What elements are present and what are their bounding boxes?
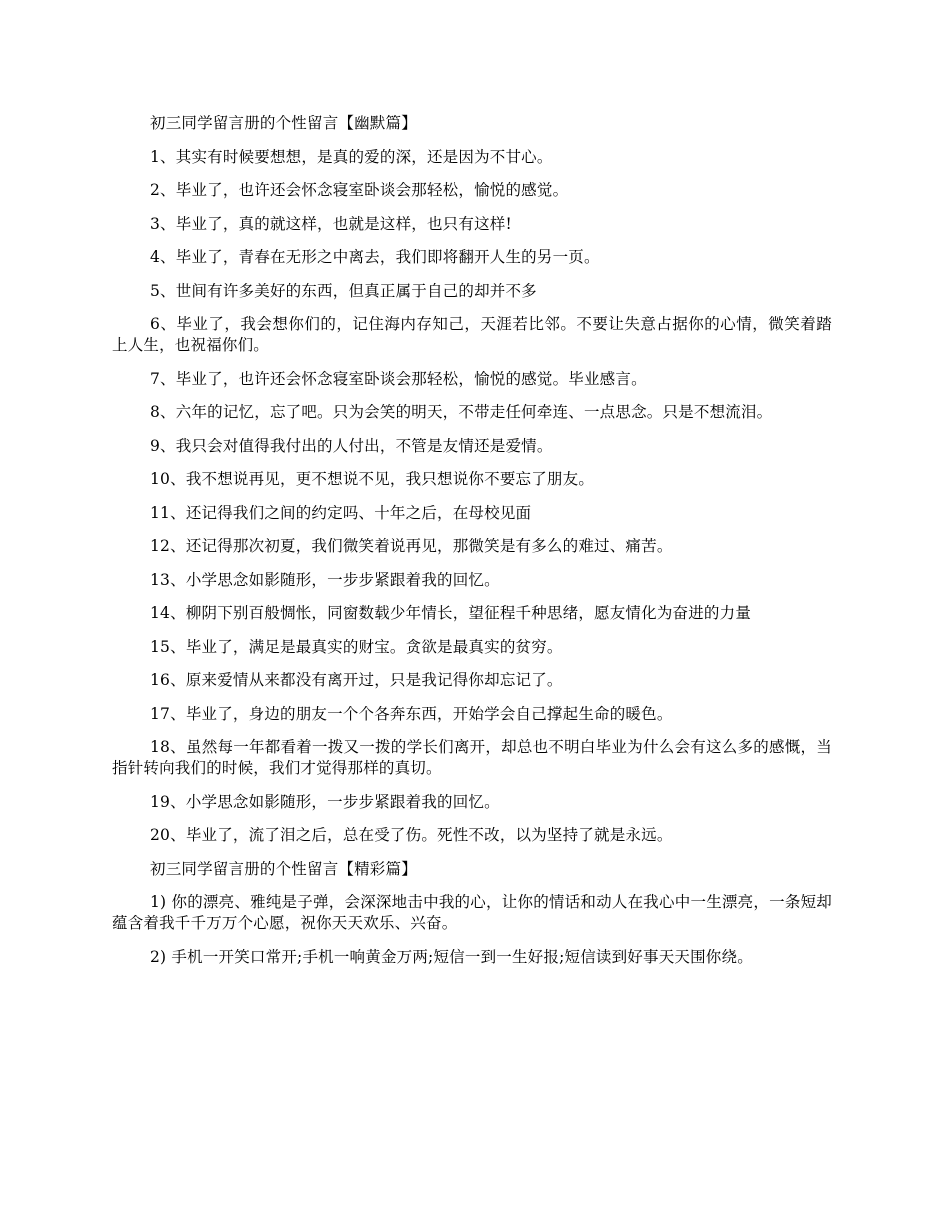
message-item: 4、毕业了，青春在无形之中离去，我们即将翻开人生的另一页。: [150, 248, 600, 266]
message-item: 3、毕业了，真的就这样，也就是这样，也只有这样!: [150, 214, 512, 233]
message-item: 10、我不想说再见，更不想说不见，我只想说你不要忘了朋友。: [150, 470, 595, 488]
message-item: 5、世间有许多美好的东西，但真正属于自己的却并不多: [150, 281, 537, 300]
message-item: 17、毕业了，身边的朋友一个个各奔东西，开始学会自己撑起生命的暖色。: [150, 704, 673, 723]
message-item: 1) 你的漂亮、雅纯是子弹，会深深地击中我的心，让你的情话和动人在我心中一生漂亮，一条短却蕴含着我千千万万个心愿，祝你天天欢乐、兴奋。: [112, 893, 832, 932]
message-item: 2) 手机一开笑口常开;手机一响黄金万两;短信一到一生好报;短信读到好事天天围你绕。: [150, 947, 753, 966]
message-item: 6、毕业了，我会想你们的，记住海内存知己，天涯若比邻。不要让失意占据你的心情，微笑着踏上人生，也祝福你们。: [112, 315, 832, 354]
section-heading-highlights: 初三同学留言册的个性留言【精彩篇】: [150, 859, 417, 878]
message-item: 8、六年的记忆，忘了吧。只为会笑的明天，不带走任何牵连、一点思念。只是不想流泪。: [150, 403, 773, 421]
message-item: 9、我只会对值得我付出的人付出，不管是友情还是爱情。: [150, 436, 553, 455]
message-item: 16、原来爱情从来都没有离开过，只是我记得你却忘记了。: [150, 671, 563, 689]
message-item: 15、毕业了，满足是最真实的财宝。贪欲是最真实的贫穷。: [150, 637, 563, 656]
message-item: 20、毕业了，流了泪之后，总在受了伤。死性不改，以为坚持了就是永远。: [150, 826, 673, 844]
message-item: 2、毕业了，也许还会怀念寝室卧谈会那轻松，愉悦的感觉。: [150, 181, 569, 199]
message-item: 14、柳阴下别百般惆怅，同窗数载少年情长，望征程千种思绪，愿友情化为奋进的力量: [150, 604, 752, 622]
document-body: [112, 113, 832, 980]
message-item: 12、还记得那次初夏，我们微笑着说再见，那微笑是有多么的难过、痛苦。: [150, 537, 673, 555]
section-heading-humor: 初三同学留言册的个性留言【幽默篇】: [150, 114, 417, 132]
message-item: 18、虽然每一年都看着一拨又一拨的学长们离开，却总也不明白毕业为什么会有这么多的感慨，当指针转向我们的时候，我们才觉得那样的真切。: [112, 738, 832, 777]
message-item: 13、小学思念如影随形，一步步紧跟着我的回忆。: [150, 570, 500, 589]
message-item: 7、毕业了，也许还会怀念寝室卧谈会那轻松，愉悦的感觉。毕业感言。: [150, 369, 647, 388]
message-item: 11、还记得我们之间的约定吗、十年之后，在母校见面: [150, 503, 532, 522]
message-item: 19、小学思念如影随形，一步步紧跟着我的回忆。: [150, 792, 500, 811]
message-item: 1、其实有时候要想想，是真的爱的深，还是因为不甘心。: [150, 147, 553, 166]
